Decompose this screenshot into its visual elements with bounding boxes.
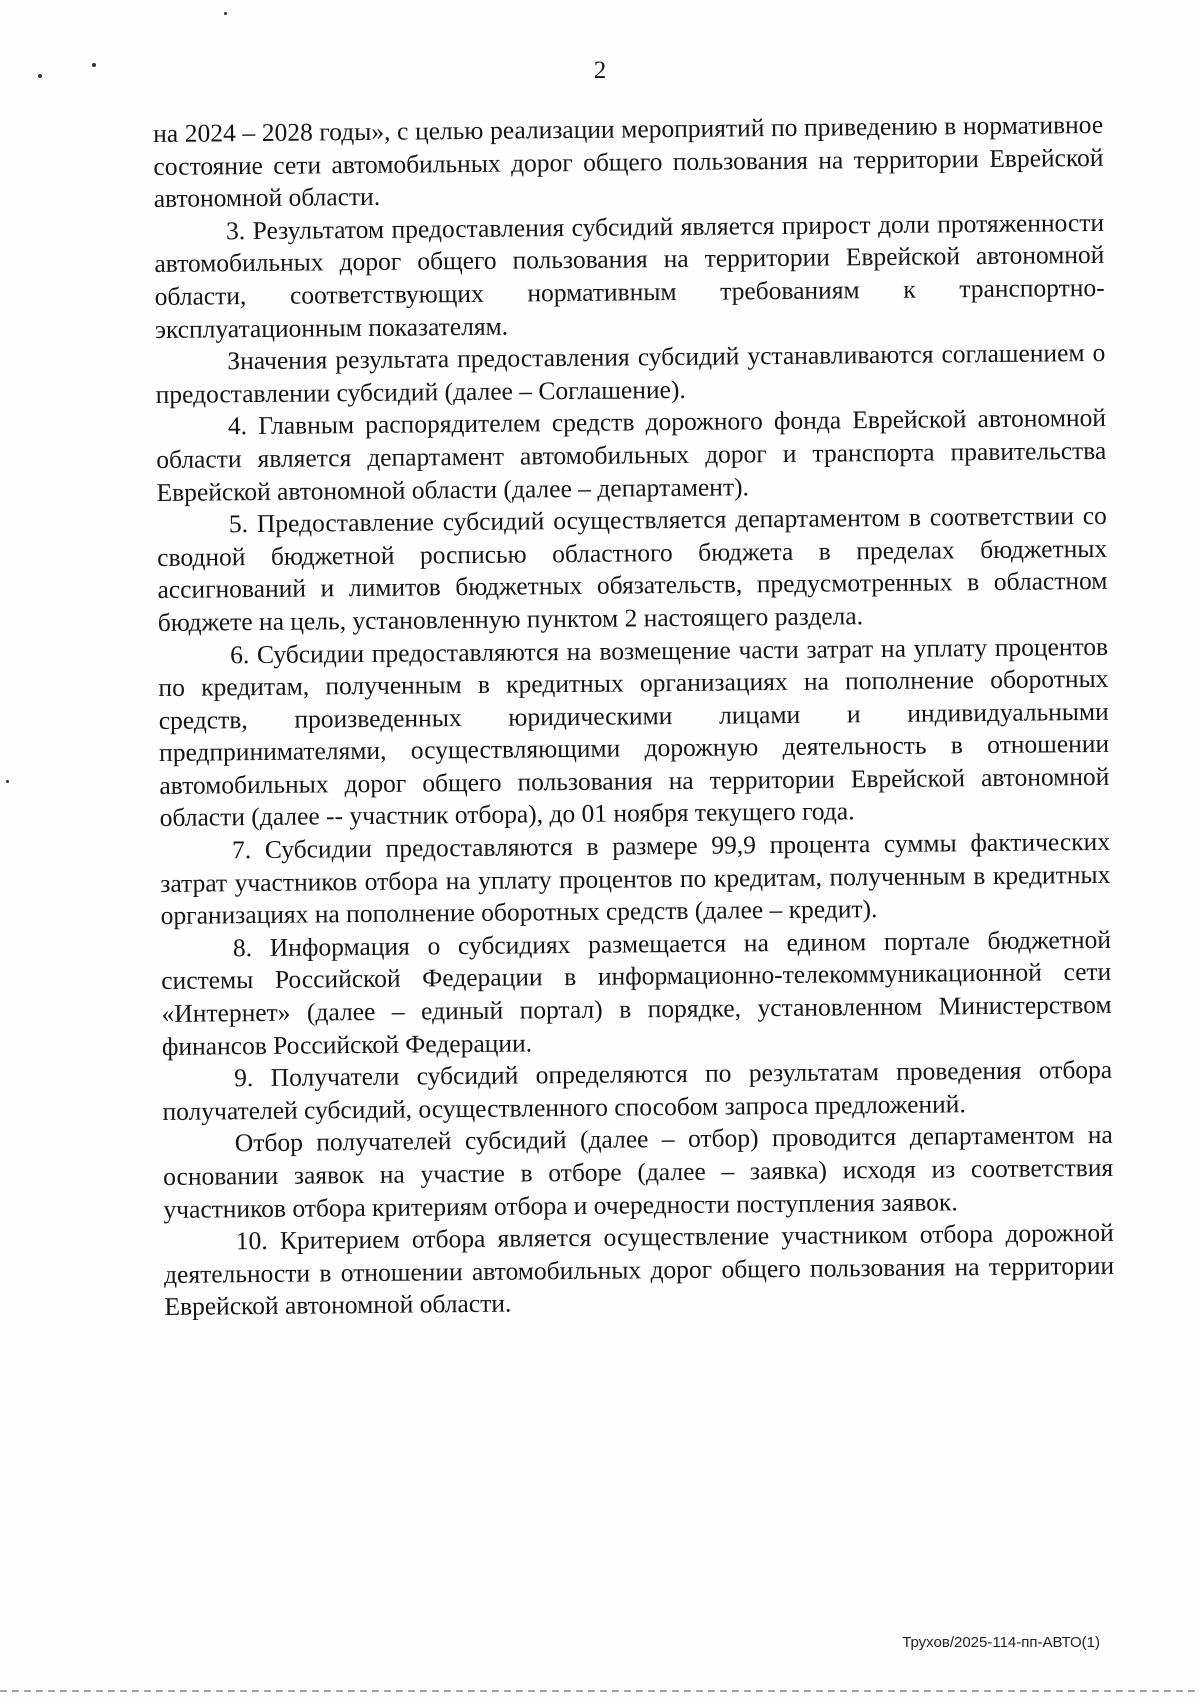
paragraph-result-values: Значения результата предоставления субсидий устанавливаются соглашением о предоставлении субсидий (далее – Соглашение).: [155, 338, 1106, 409]
paragraph-item-9: 9. Получатели субсидий определяются по результатам проведения отбора получателей субсидий, осуществленного способом запроса предложений.: [162, 1055, 1113, 1126]
paragraph-item-6: 6. Субсидии предоставляются на возмещение части затрат на уплату процентов по кредитам, полученным в кредитных организациях на пополнение оборотных средств, произведенных юридическими лицами и индивидуальными предпринимателями, осуществляющими дорожную деятельность в отношении автомобильных дорог общего пользования на территории Еврейской автономной области (далее -- участник отбора), до 01 ноября текущего года.: [158, 631, 1110, 833]
document-code: Трухов/2025-114-пп-АВТО(1): [902, 1634, 1100, 1651]
paragraph-item-5: 5. Предоставление субсидий осуществляется департаментом в соответствии со сводной бюджетной росписью областного бюджета в пределах бюджетных ассигнований и лимитов бюджетных обязательств, предусмотренных в областном бюджете на цель, установленную пунктом 2 настоящего раздела.: [157, 500, 1108, 637]
paragraph-item-8: 8. Информация о субсидиях размещается на едином портале бюджетной системы Российской Федерации в информационно-телекоммуникационной сети «Интернет» (далее – единый портал) в порядке, установленном Министерством финансов Российской Федерации.: [161, 924, 1112, 1061]
scan-speck: [6, 780, 9, 783]
scan-bottom-edge: [0, 1690, 1200, 1692]
paragraph-item-7: 7. Субсидии предоставляются в размере 99,9 процента суммы фактических затрат участников отбора на уплату процентов по кредитам, полученным в кредитных организациях на пополнение оборотных средств (далее – кредит).: [160, 826, 1111, 931]
paragraph-item-10: 10. Критерием отбора является осуществление участником отбора дорожной деятельности в отношении автомобильных дорог общего пользования на территории Еврейской автономной области.: [163, 1218, 1115, 1322]
paragraph-item-4: 4. Главным распорядителем средств дорожного фонда Еврейской автономной области является департамент автомобильных дорог и транспорта правительства Еврейской автономной области (далее – департамент).: [156, 403, 1107, 507]
paragraph-selection: Отбор получателей субсидий (далее – отбор) проводится департаментом на основании заявок на участие в отборе (далее – заявка) исходя из соответствия участников отбора критериям отбора и очередности поступления заявок.: [163, 1120, 1114, 1224]
paragraph-item-3: 3. Результатом предоставления субсидий является прирост доли протяженности автомобильных дорог общего пользования на территории Еврейской автономной области, соответствующих нормативным требованиям к транспортно-эксплуатационным показателям.: [154, 207, 1105, 344]
document-body: [153, 109, 1115, 1324]
page-number: 2: [593, 57, 607, 84]
paragraph-continuation: на 2024 – 2028 годы», с целью реализации мероприятий по приведению в нормативное состояние сети автомобильных дорог общего пользования на территории Еврейской автономной области.: [153, 109, 1104, 214]
scan-speck: [224, 12, 227, 15]
